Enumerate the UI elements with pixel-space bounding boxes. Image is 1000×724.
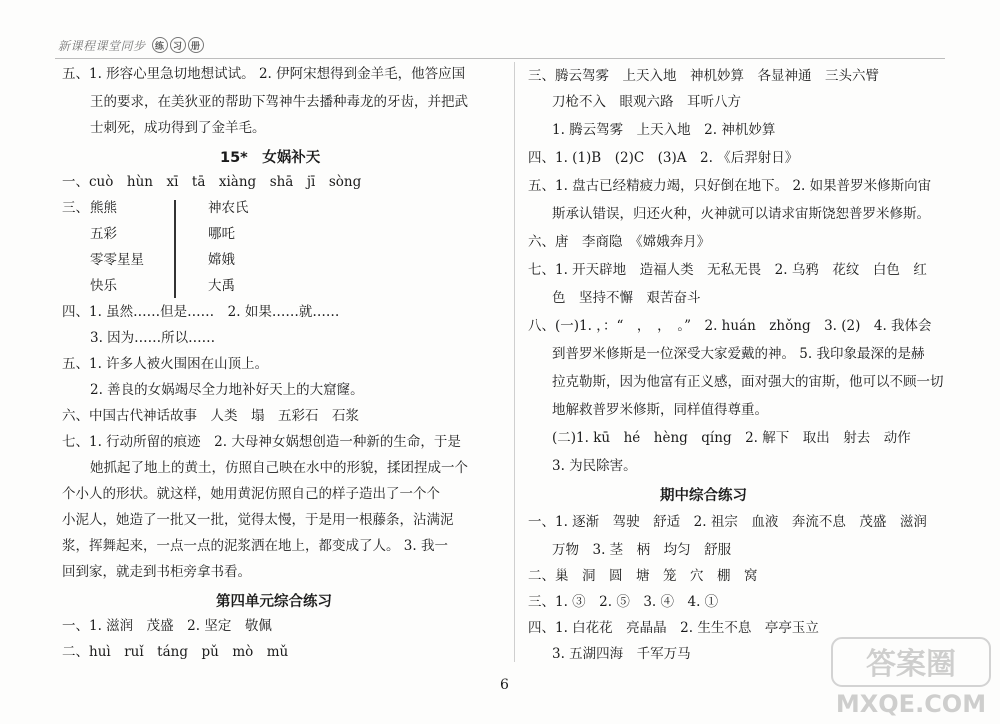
answer-line: 六、中国古代神话故事 人类 塌 五彩石 石浆 <box>62 408 359 424</box>
answer-line: 王的要求，在美狄亚的帮助下驾神牛去播种毒龙的牙齿，并把武 <box>90 94 468 110</box>
answer-line: 3. 为民除害。 <box>552 458 637 474</box>
badge-char: 练 <box>152 37 168 53</box>
answer-line: 小泥人，她造了一批又一批，觉得太慢，于是用一根藤条，沾满泥 <box>62 512 454 528</box>
answer-line: 个小人的形状。就这样，她用黄泥仿照自己的样子造出了一个个 <box>62 486 440 502</box>
answer-line: 四、1. (1)B (2)C (3)A 2. 《后羿射日》 <box>528 150 799 166</box>
answer-line: 三、1. ③ 2. ⑤ 3. ④ 4. ① <box>528 594 719 610</box>
answer-line: 八、(一)1. ，：“ ， ， 。” 2. huán zhǒng 3. (2) 4. 我体会 <box>528 318 932 334</box>
match-divider <box>174 200 176 298</box>
match-right-item: 哪吒 <box>208 226 235 242</box>
answer-line: 3. 五湖四海 千军万马 <box>552 646 691 662</box>
answer-line: 四、1. 白花花 亮晶晶 2. 生生不息 亭亭玉立 <box>528 620 819 636</box>
column-divider <box>514 62 515 662</box>
answer-line: 五、1. 许多人被火围困在山顶上。 <box>62 356 269 372</box>
answer-line: 到普罗米修斯是一位深受大家爱戴的神。 5. 我印象最深的是赫 <box>552 346 925 362</box>
match-left-item: 熊熊 <box>90 200 117 216</box>
answer-line: 一、cuò hùn xī tā xiàng shā jī sòng <box>62 174 362 190</box>
match-left-item: 五彩 <box>90 226 117 242</box>
header-divider <box>55 58 945 59</box>
answer-prefix: 三、 <box>62 200 89 216</box>
match-right-item: 大禹 <box>208 278 235 294</box>
badge-group <box>152 37 204 53</box>
answer-line: 浆，挥舞起来，一点一点的泥浆洒在地上，都变成了人。 3. 我一 <box>62 538 448 554</box>
answer-line: 四、1. 虽然……但是…… 2. 如果……就…… <box>62 304 340 320</box>
section-title: 期中综合练习 <box>660 488 747 504</box>
answer-line: 2. 善良的女娲竭尽全力地补好天上的大窟窿。 <box>90 382 364 398</box>
series-title: 新课程课堂同步 <box>58 38 146 53</box>
match-right-item: 嫦娥 <box>208 252 235 268</box>
badge-char: 册 <box>188 37 204 53</box>
answer-line: 斯承认错误，归还火种，火神就可以请求宙斯饶恕普罗米修斯。 <box>552 206 930 222</box>
page-number: 6 <box>500 677 509 693</box>
answer-line: 一、1. 滋润 茂盛 2. 坚定 敬佩 <box>62 618 272 634</box>
section-title: 15* 女娲补天 <box>220 150 321 166</box>
answer-line: 万物 3. 茎 柄 均匀 舒服 <box>552 542 732 558</box>
page-header <box>58 33 204 57</box>
answer-line: 1. 腾云驾雾 上天入地 2. 神机妙算 <box>552 122 776 138</box>
answer-line: 七、1. 行动所留的痕迹 2. 大母神女娲想创造一种新的生命，于是 <box>62 434 461 450</box>
answer-line: 3. 因为……所以…… <box>90 330 216 346</box>
answer-line: 拉克勒斯，因为他富有正义感，面对强大的宙斯，他可以不顾一切 <box>552 374 944 390</box>
answer-line: 三、腾云驾雾 上天入地 神机妙算 各显神通 三头六臂 <box>528 68 879 84</box>
answer-line: 一、1. 逐渐 驾驶 舒适 2. 祖宗 血液 奔流不息 茂盛 滋润 <box>528 514 927 530</box>
answer-line: 色 坚持不懈 艰苦奋斗 <box>552 290 701 306</box>
answer-line: 五、1. 盘古已经精疲力竭，只好倒在地下。 2. 如果普罗米修斯向宙 <box>528 178 932 194</box>
answer-line: 二、巢 洞 圆 塘 笼 穴 棚 窝 <box>528 568 758 584</box>
answer-line: 五、1. 形容心里急切地想试试。 2. 伊阿宋想得到金羊毛，他答应国 <box>62 66 466 82</box>
match-left-item: 快乐 <box>90 278 117 294</box>
watermark-bottom: MXQE.COM <box>835 690 987 718</box>
answer-line: 士刺死，成功得到了金羊毛。 <box>90 120 266 136</box>
answer-line: 刀枪不入 眼观六路 耳听八方 <box>552 94 741 110</box>
watermark-logo <box>826 632 996 720</box>
match-left-item: 零零星星 <box>90 252 144 268</box>
answer-line: 回到家，就走到书柜旁拿书看。 <box>62 564 251 580</box>
badge-char: 习 <box>170 37 186 53</box>
answer-line: 她抓起了地上的黄土，仿照自己映在水中的形貌，揉团捏成一个 <box>90 460 468 476</box>
answer-line: (二)1. kū hé hèng qíng 2. 解下 取出 射去 动作 <box>552 430 911 446</box>
answer-line: 六、唐 李商隐 《嫦娥奔月》 <box>528 234 711 250</box>
section-title: 第四单元综合练习 <box>216 594 332 610</box>
match-right-item: 神农氏 <box>208 200 249 216</box>
watermark-top: 答案圈 <box>866 647 956 682</box>
answer-line: 七、1. 开天辟地 造福人类 无私无畏 2. 乌鸦 花纹 白色 红 <box>528 262 927 278</box>
answer-line: 二、huì ruǐ táng pǔ mò mǔ <box>62 644 289 660</box>
answer-line: 地解救普罗米修斯，同样值得尊重。 <box>552 402 768 418</box>
